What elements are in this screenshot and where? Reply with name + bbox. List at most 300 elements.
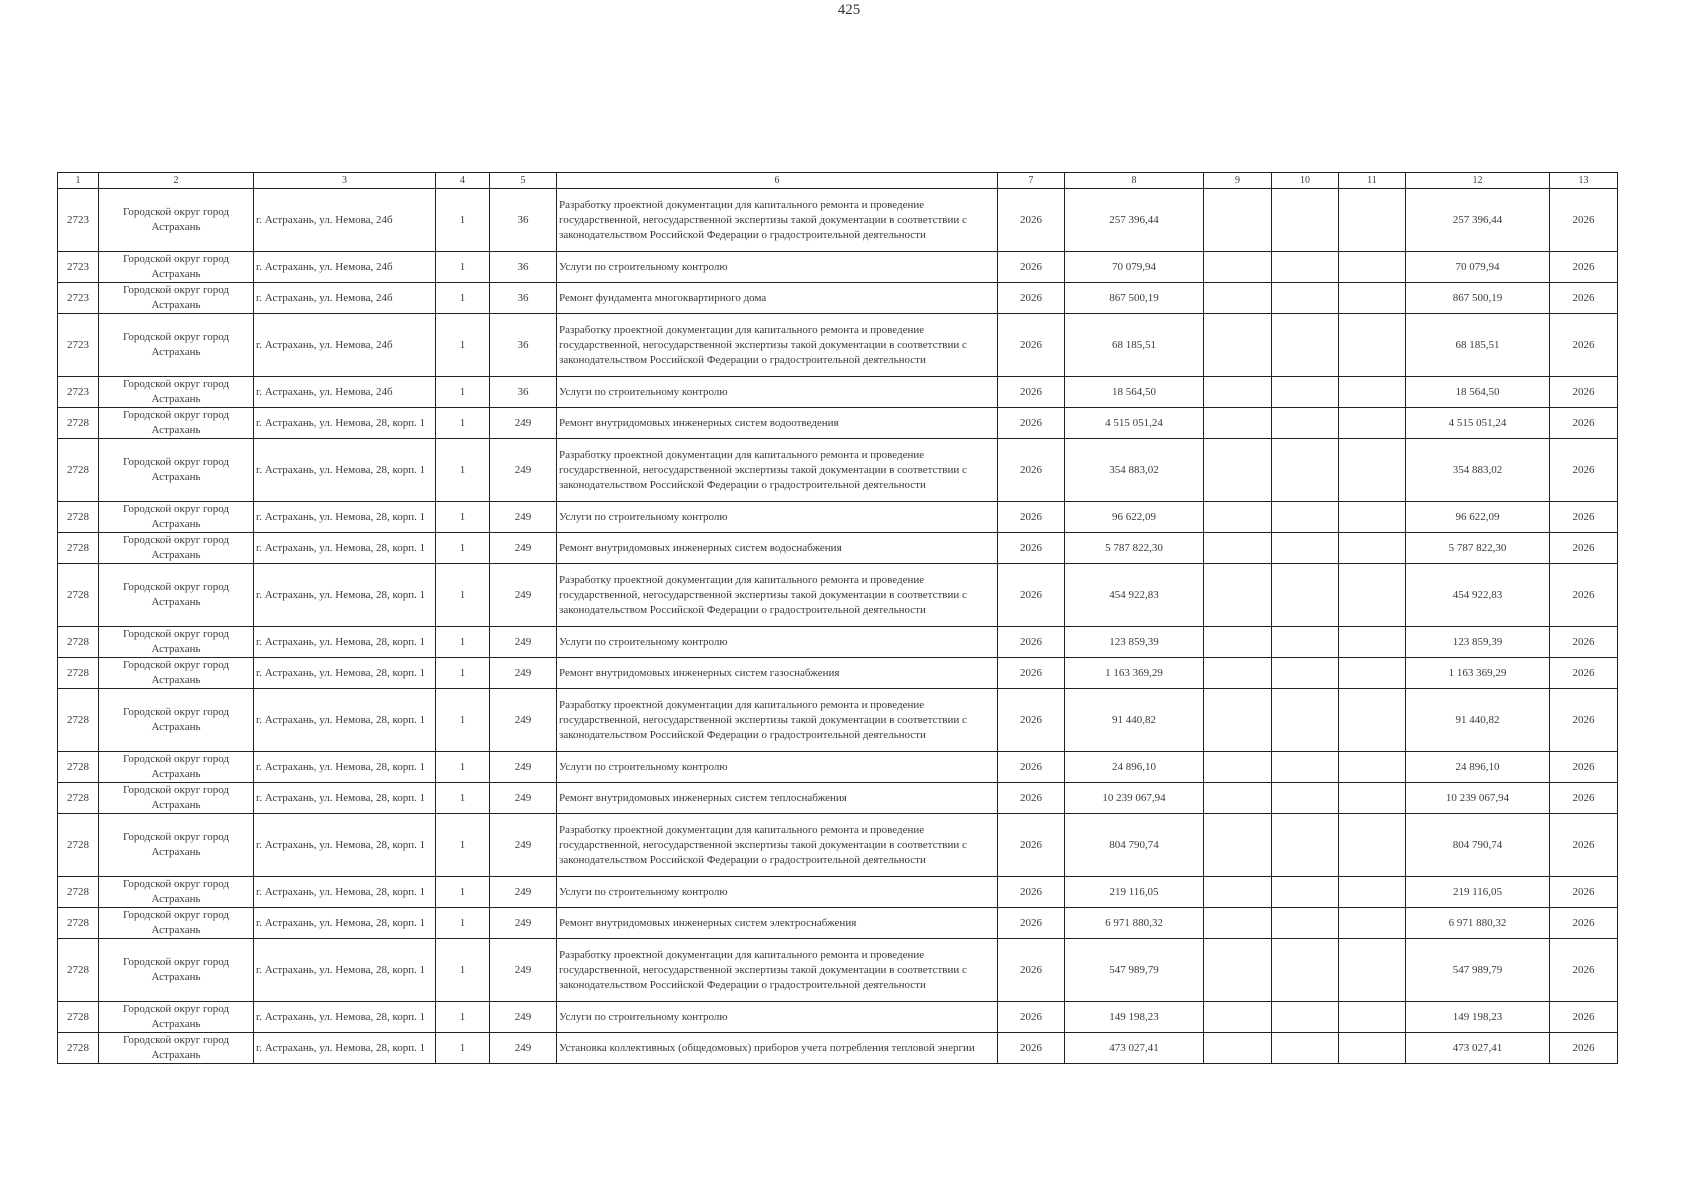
cell-end-year: 2026 (1550, 439, 1618, 502)
cell-col10 (1272, 752, 1339, 783)
cell-address: г. Астрахань, ул. Немова, 28, корп. 1 (254, 1033, 436, 1064)
column-header: 6 (557, 173, 998, 189)
cell-address: г. Астрахань, ул. Немова, 28, корп. 1 (254, 752, 436, 783)
cell-address: г. Астрахань, ул. Немова, 24б (254, 314, 436, 377)
cell-work-type: Ремонт внутридомовых инженерных систем водоотведения (557, 408, 998, 439)
cell-col5: 36 (490, 252, 557, 283)
table-row (58, 752, 1618, 783)
cell-end-year: 2026 (1550, 1033, 1618, 1064)
cell-year: 2026 (998, 752, 1065, 783)
table-row (58, 377, 1618, 408)
cell-total: 123 859,39 (1406, 627, 1550, 658)
cell-col4: 1 (436, 502, 490, 533)
cell-municipality: Городской округ город Астрахань (99, 752, 254, 783)
cell-col9 (1204, 502, 1272, 533)
cell-work-type: Разработку проектной документации для капитального ремонта и проведение государственной, негосударственной экспертизы такой документации в соответствии с законодательством Российской Федерации о градостроительной деятельности (557, 314, 998, 377)
cell-col4: 1 (436, 689, 490, 752)
cell-work-type: Ремонт внутридомовых инженерных систем водоснабжения (557, 533, 998, 564)
cell-col10 (1272, 939, 1339, 1002)
cell-cost: 96 622,09 (1065, 502, 1204, 533)
cell-year: 2026 (998, 877, 1065, 908)
cell-year: 2026 (998, 283, 1065, 314)
cell-end-year: 2026 (1550, 752, 1618, 783)
column-header: 5 (490, 173, 557, 189)
cell-col11 (1339, 814, 1406, 877)
cell-col11 (1339, 564, 1406, 627)
cell-year: 2026 (998, 439, 1065, 502)
cell-col11 (1339, 377, 1406, 408)
cell-end-year: 2026 (1550, 314, 1618, 377)
cell-address: г. Астрахань, ул. Немова, 28, корп. 1 (254, 627, 436, 658)
column-header: 10 (1272, 173, 1339, 189)
cell-id: 2728 (58, 627, 99, 658)
cell-col5: 249 (490, 1002, 557, 1033)
cell-work-type: Ремонт внутридомовых инженерных систем газоснабжения (557, 658, 998, 689)
cell-col10 (1272, 439, 1339, 502)
cell-id: 2728 (58, 408, 99, 439)
cell-address: г. Астрахань, ул. Немова, 28, корп. 1 (254, 658, 436, 689)
cell-end-year: 2026 (1550, 189, 1618, 252)
cell-id: 2723 (58, 252, 99, 283)
cell-year: 2026 (998, 252, 1065, 283)
cell-col11 (1339, 408, 1406, 439)
cell-cost: 123 859,39 (1065, 627, 1204, 658)
cell-address: г. Астрахань, ул. Немова, 24б (254, 252, 436, 283)
cell-col5: 249 (490, 658, 557, 689)
header-row (58, 173, 1618, 189)
cell-col9 (1204, 1002, 1272, 1033)
cell-municipality: Городской округ город Астрахань (99, 283, 254, 314)
cell-work-type: Услуги по строительному контролю (557, 1002, 998, 1033)
cell-id: 2723 (58, 283, 99, 314)
cell-work-type: Ремонт внутридомовых инженерных систем теплоснабжения (557, 783, 998, 814)
cell-col11 (1339, 783, 1406, 814)
cell-municipality: Городской округ город Астрахань (99, 252, 254, 283)
cell-col10 (1272, 1033, 1339, 1064)
cell-year: 2026 (998, 1033, 1065, 1064)
cell-municipality: Городской округ город Астрахань (99, 689, 254, 752)
cell-year: 2026 (998, 533, 1065, 564)
cell-address: г. Астрахань, ул. Немова, 28, корп. 1 (254, 439, 436, 502)
cell-end-year: 2026 (1550, 689, 1618, 752)
cell-total: 68 185,51 (1406, 314, 1550, 377)
cell-end-year: 2026 (1550, 658, 1618, 689)
cell-col9 (1204, 408, 1272, 439)
cell-col4: 1 (436, 627, 490, 658)
cell-id: 2728 (58, 658, 99, 689)
cell-col4: 1 (436, 877, 490, 908)
cell-cost: 354 883,02 (1065, 439, 1204, 502)
cell-col10 (1272, 689, 1339, 752)
cell-col5: 249 (490, 877, 557, 908)
cell-total: 96 622,09 (1406, 502, 1550, 533)
cell-municipality: Городской округ город Астрахань (99, 564, 254, 627)
table-row (58, 908, 1618, 939)
cell-cost: 10 239 067,94 (1065, 783, 1204, 814)
cell-col5: 249 (490, 939, 557, 1002)
cell-col10 (1272, 408, 1339, 439)
column-header: 3 (254, 173, 436, 189)
cell-col5: 36 (490, 314, 557, 377)
cell-work-type: Услуги по строительному контролю (557, 377, 998, 408)
cell-col11 (1339, 689, 1406, 752)
cell-col10 (1272, 189, 1339, 252)
cell-address: г. Астрахань, ул. Немова, 28, корп. 1 (254, 408, 436, 439)
cell-col11 (1339, 314, 1406, 377)
cell-id: 2728 (58, 689, 99, 752)
column-header: 13 (1550, 173, 1618, 189)
cell-cost: 6 971 880,32 (1065, 908, 1204, 939)
cell-address: г. Астрахань, ул. Немова, 28, корп. 1 (254, 939, 436, 1002)
table-row (58, 408, 1618, 439)
cell-col10 (1272, 908, 1339, 939)
cell-cost: 219 116,05 (1065, 877, 1204, 908)
cell-address: г. Астрахань, ул. Немова, 28, корп. 1 (254, 814, 436, 877)
cell-address: г. Астрахань, ул. Немова, 24б (254, 189, 436, 252)
cell-cost: 4 515 051,24 (1065, 408, 1204, 439)
cell-col9 (1204, 283, 1272, 314)
cell-col10 (1272, 314, 1339, 377)
cell-work-type: Установка коллективных (общедомовых) приборов учета потребления тепловой энергии (557, 1033, 998, 1064)
cell-col9 (1204, 533, 1272, 564)
cell-end-year: 2026 (1550, 814, 1618, 877)
cell-address: г. Астрахань, ул. Немова, 28, корп. 1 (254, 564, 436, 627)
cell-col9 (1204, 783, 1272, 814)
cell-end-year: 2026 (1550, 252, 1618, 283)
cell-col11 (1339, 252, 1406, 283)
capital-repair-table (57, 172, 1618, 1064)
cell-address: г. Астрахань, ул. Немова, 28, корп. 1 (254, 689, 436, 752)
cell-col10 (1272, 877, 1339, 908)
cell-col10 (1272, 252, 1339, 283)
cell-address: г. Астрахань, ул. Немова, 28, корп. 1 (254, 908, 436, 939)
cell-id: 2728 (58, 814, 99, 877)
cell-col9 (1204, 658, 1272, 689)
cell-cost: 473 027,41 (1065, 1033, 1204, 1064)
table-row (58, 252, 1618, 283)
cell-year: 2026 (998, 564, 1065, 627)
cell-year: 2026 (998, 689, 1065, 752)
cell-id: 2728 (58, 939, 99, 1002)
cell-col11 (1339, 908, 1406, 939)
cell-col10 (1272, 783, 1339, 814)
cell-year: 2026 (998, 783, 1065, 814)
cell-col4: 1 (436, 658, 490, 689)
cell-total: 70 079,94 (1406, 252, 1550, 283)
cell-municipality: Городской округ город Астрахань (99, 377, 254, 408)
cell-id: 2728 (58, 439, 99, 502)
cell-municipality: Городской округ город Астрахань (99, 502, 254, 533)
cell-municipality: Городской округ город Астрахань (99, 814, 254, 877)
table-row (58, 814, 1618, 877)
column-header: 4 (436, 173, 490, 189)
cell-col11 (1339, 502, 1406, 533)
cell-col11 (1339, 1002, 1406, 1033)
cell-col11 (1339, 189, 1406, 252)
cell-col9 (1204, 627, 1272, 658)
cell-col5: 249 (490, 783, 557, 814)
cell-col4: 1 (436, 283, 490, 314)
cell-cost: 68 185,51 (1065, 314, 1204, 377)
cell-col11 (1339, 1033, 1406, 1064)
cell-col4: 1 (436, 314, 490, 377)
cell-col5: 249 (490, 502, 557, 533)
cell-total: 473 027,41 (1406, 1033, 1550, 1064)
cell-col5: 249 (490, 564, 557, 627)
table-row (58, 314, 1618, 377)
cell-end-year: 2026 (1550, 1002, 1618, 1033)
cell-municipality: Городской округ город Астрахань (99, 533, 254, 564)
table-row (58, 189, 1618, 252)
cell-total: 6 971 880,32 (1406, 908, 1550, 939)
cell-col11 (1339, 627, 1406, 658)
cell-col10 (1272, 377, 1339, 408)
cell-address: г. Астрахань, ул. Немова, 24б (254, 377, 436, 408)
cell-id: 2728 (58, 908, 99, 939)
cell-end-year: 2026 (1550, 533, 1618, 564)
cell-end-year: 2026 (1550, 502, 1618, 533)
table-row (58, 533, 1618, 564)
cell-col4: 1 (436, 377, 490, 408)
cell-id: 2728 (58, 783, 99, 814)
cell-col4: 1 (436, 752, 490, 783)
cell-id: 2723 (58, 189, 99, 252)
cell-municipality: Городской округ город Астрахань (99, 627, 254, 658)
cell-col11 (1339, 533, 1406, 564)
column-header: 12 (1406, 173, 1550, 189)
cell-address: г. Астрахань, ул. Немова, 28, корп. 1 (254, 783, 436, 814)
table-row (58, 627, 1618, 658)
cell-total: 5 787 822,30 (1406, 533, 1550, 564)
table-row (58, 502, 1618, 533)
cell-col4: 1 (436, 783, 490, 814)
cell-municipality: Городской округ город Астрахань (99, 658, 254, 689)
cell-id: 2728 (58, 564, 99, 627)
cell-col10 (1272, 814, 1339, 877)
cell-end-year: 2026 (1550, 877, 1618, 908)
cell-work-type: Разработку проектной документации для капитального ремонта и проведение государственной, негосударственной экспертизы такой документации в соответствии с законодательством Российской Федерации о градостроительной деятельности (557, 189, 998, 252)
cell-col5: 249 (490, 814, 557, 877)
cell-col5: 249 (490, 439, 557, 502)
cell-end-year: 2026 (1550, 408, 1618, 439)
cell-address: г. Астрахань, ул. Немова, 28, корп. 1 (254, 502, 436, 533)
cell-total: 454 922,83 (1406, 564, 1550, 627)
column-header: 7 (998, 173, 1065, 189)
table-body (58, 189, 1618, 1064)
cell-cost: 867 500,19 (1065, 283, 1204, 314)
cell-year: 2026 (998, 408, 1065, 439)
cell-total: 804 790,74 (1406, 814, 1550, 877)
cell-total: 257 396,44 (1406, 189, 1550, 252)
column-header: 1 (58, 173, 99, 189)
cell-work-type: Услуги по строительному контролю (557, 502, 998, 533)
cell-col5: 36 (490, 283, 557, 314)
cell-end-year: 2026 (1550, 283, 1618, 314)
cell-col4: 1 (436, 564, 490, 627)
cell-work-type: Разработку проектной документации для капитального ремонта и проведение государственной, негосударственной экспертизы такой документации в соответствии с законодательством Российской Федерации о градостроительной деятельности (557, 939, 998, 1002)
cell-year: 2026 (998, 502, 1065, 533)
cell-col4: 1 (436, 408, 490, 439)
cell-work-type: Услуги по строительному контролю (557, 877, 998, 908)
cell-col11 (1339, 939, 1406, 1002)
cell-year: 2026 (998, 1002, 1065, 1033)
cell-total: 547 989,79 (1406, 939, 1550, 1002)
cell-col10 (1272, 627, 1339, 658)
cell-municipality: Городской округ город Астрахань (99, 877, 254, 908)
table-row (58, 939, 1618, 1002)
cell-year: 2026 (998, 627, 1065, 658)
cell-col9 (1204, 377, 1272, 408)
cell-end-year: 2026 (1550, 783, 1618, 814)
cell-id: 2728 (58, 1002, 99, 1033)
cell-col9 (1204, 814, 1272, 877)
cell-id: 2723 (58, 314, 99, 377)
column-header: 11 (1339, 173, 1406, 189)
cell-col5: 249 (490, 533, 557, 564)
cell-col4: 1 (436, 908, 490, 939)
cell-total: 4 515 051,24 (1406, 408, 1550, 439)
cell-work-type: Разработку проектной документации для капитального ремонта и проведение государственной, негосударственной экспертизы такой документации в соответствии с законодательством Российской Федерации о градостроительной деятельности (557, 439, 998, 502)
cell-col5: 36 (490, 377, 557, 408)
cell-total: 219 116,05 (1406, 877, 1550, 908)
cell-col4: 1 (436, 1033, 490, 1064)
cell-col11 (1339, 877, 1406, 908)
cell-cost: 804 790,74 (1065, 814, 1204, 877)
cell-id: 2728 (58, 752, 99, 783)
cell-address: г. Астрахань, ул. Немова, 24б (254, 283, 436, 314)
cell-work-type: Услуги по строительному контролю (557, 252, 998, 283)
cell-year: 2026 (998, 314, 1065, 377)
cell-col10 (1272, 502, 1339, 533)
cell-col5: 249 (490, 752, 557, 783)
cell-municipality: Городской округ город Астрахань (99, 408, 254, 439)
cell-address: г. Астрахань, ул. Немова, 28, корп. 1 (254, 877, 436, 908)
cell-year: 2026 (998, 658, 1065, 689)
cell-id: 2728 (58, 1033, 99, 1064)
cell-col5: 249 (490, 408, 557, 439)
cell-id: 2728 (58, 533, 99, 564)
cell-total: 1 163 369,29 (1406, 658, 1550, 689)
cell-total: 24 896,10 (1406, 752, 1550, 783)
cell-end-year: 2026 (1550, 564, 1618, 627)
cell-col9 (1204, 908, 1272, 939)
cell-year: 2026 (998, 814, 1065, 877)
cell-address: г. Астрахань, ул. Немова, 28, корп. 1 (254, 533, 436, 564)
cell-work-type: Услуги по строительному контролю (557, 627, 998, 658)
cell-col10 (1272, 533, 1339, 564)
cell-cost: 257 396,44 (1065, 189, 1204, 252)
cell-col9 (1204, 564, 1272, 627)
cell-col9 (1204, 877, 1272, 908)
table-row (58, 1002, 1618, 1033)
cell-col5: 36 (490, 189, 557, 252)
cell-total: 867 500,19 (1406, 283, 1550, 314)
table-row (58, 689, 1618, 752)
cell-col10 (1272, 283, 1339, 314)
cell-address: г. Астрахань, ул. Немова, 28, корп. 1 (254, 1002, 436, 1033)
cell-col10 (1272, 1002, 1339, 1033)
column-header: 2 (99, 173, 254, 189)
cell-col5: 249 (490, 627, 557, 658)
column-header: 8 (1065, 173, 1204, 189)
table-row (58, 1033, 1618, 1064)
cell-municipality: Городской округ город Астрахань (99, 189, 254, 252)
table-row (58, 564, 1618, 627)
cell-municipality: Городской округ город Астрахань (99, 939, 254, 1002)
cell-col9 (1204, 189, 1272, 252)
cell-total: 10 239 067,94 (1406, 783, 1550, 814)
cell-col10 (1272, 658, 1339, 689)
cell-col4: 1 (436, 1002, 490, 1033)
cell-col4: 1 (436, 814, 490, 877)
cell-col4: 1 (436, 252, 490, 283)
cell-year: 2026 (998, 908, 1065, 939)
cell-end-year: 2026 (1550, 377, 1618, 408)
cell-col9 (1204, 752, 1272, 783)
cell-end-year: 2026 (1550, 939, 1618, 1002)
cell-municipality: Городской округ город Астрахань (99, 314, 254, 377)
cell-col4: 1 (436, 189, 490, 252)
cell-id: 2728 (58, 877, 99, 908)
cell-work-type: Разработку проектной документации для капитального ремонта и проведение государственной, негосударственной экспертизы такой документации в соответствии с законодательством Российской Федерации о градостроительной деятельности (557, 814, 998, 877)
cell-col5: 249 (490, 689, 557, 752)
cell-work-type: Ремонт внутридомовых инженерных систем электроснабжения (557, 908, 998, 939)
cell-col9 (1204, 252, 1272, 283)
cell-cost: 24 896,10 (1065, 752, 1204, 783)
cell-total: 149 198,23 (1406, 1002, 1550, 1033)
cell-col5: 249 (490, 1033, 557, 1064)
cell-col11 (1339, 658, 1406, 689)
table-row (58, 783, 1618, 814)
cell-col10 (1272, 564, 1339, 627)
table-row (58, 658, 1618, 689)
cell-municipality: Городской округ город Астрахань (99, 908, 254, 939)
cell-id: 2728 (58, 502, 99, 533)
cell-year: 2026 (998, 939, 1065, 1002)
cell-col5: 249 (490, 908, 557, 939)
cell-col9 (1204, 1033, 1272, 1064)
cell-municipality: Городской округ город Астрахань (99, 1002, 254, 1033)
cell-col4: 1 (436, 533, 490, 564)
cell-cost: 547 989,79 (1065, 939, 1204, 1002)
column-header: 9 (1204, 173, 1272, 189)
cell-total: 18 564,50 (1406, 377, 1550, 408)
cell-col9 (1204, 439, 1272, 502)
table-row (58, 283, 1618, 314)
cell-cost: 18 564,50 (1065, 377, 1204, 408)
page-number: 425 (837, 2, 861, 18)
cell-cost: 5 787 822,30 (1065, 533, 1204, 564)
cell-municipality: Городской округ город Астрахань (99, 1033, 254, 1064)
cell-cost: 149 198,23 (1065, 1002, 1204, 1033)
cell-col9 (1204, 689, 1272, 752)
cell-cost: 70 079,94 (1065, 252, 1204, 283)
cell-col11 (1339, 439, 1406, 502)
cell-municipality: Городской округ город Астрахань (99, 783, 254, 814)
cell-work-type: Услуги по строительному контролю (557, 752, 998, 783)
cell-id: 2723 (58, 377, 99, 408)
cell-col11 (1339, 283, 1406, 314)
cell-col9 (1204, 314, 1272, 377)
cell-municipality: Городской округ город Астрахань (99, 439, 254, 502)
table-row (58, 877, 1618, 908)
cell-total: 91 440,82 (1406, 689, 1550, 752)
cell-total: 354 883,02 (1406, 439, 1550, 502)
cell-col11 (1339, 752, 1406, 783)
cell-end-year: 2026 (1550, 908, 1618, 939)
cell-cost: 1 163 369,29 (1065, 658, 1204, 689)
cell-year: 2026 (998, 189, 1065, 252)
